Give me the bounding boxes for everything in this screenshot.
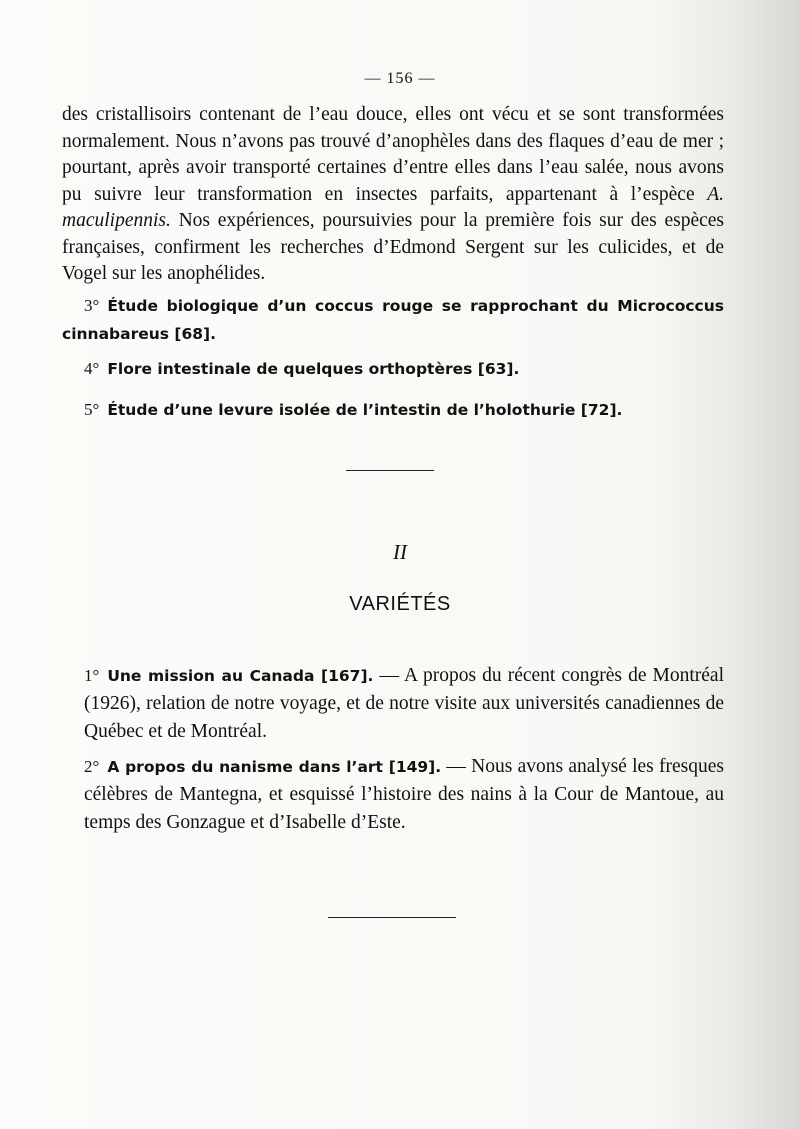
list-item-3	[62, 292, 724, 348]
list-item-4	[62, 355, 724, 383]
section-divider-top	[346, 470, 434, 471]
section-title: VARIÉTÉS	[349, 593, 451, 615]
page-number: — 156 —	[364, 70, 436, 87]
variete-item-1	[84, 662, 724, 746]
item-title: Une mission au Canada [167].	[107, 667, 374, 685]
list-item-5	[62, 396, 724, 424]
intro-text-end: Nos expériences, poursuivies pour la première fois sur des espèces françaises, confirment les recherches d’Edmond Sergent sur les culicides, et de Vogel sur les anophélides.	[62, 210, 724, 284]
intro-paragraph	[62, 102, 724, 288]
section-numeral: II	[393, 540, 407, 564]
item-title: Étude biologique d’un coccus rouge se rapprochant du Micrococcus cinnabareus [68].	[62, 297, 724, 343]
item-title: A propos du nanisme dans l’art [149].	[107, 758, 442, 776]
item-number: 2°	[84, 757, 100, 776]
species-name: A. maculipennis.	[62, 183, 724, 231]
item-number: 5°	[84, 400, 100, 419]
item-text: — A propos du récent congrès de Montréal (1926), relation de notre voyage, et de notre visite aux universités canadiennes de Québec et de Montréal.	[84, 665, 724, 742]
section-divider-bottom	[328, 917, 456, 918]
intro-text-start: des cristallisoirs contenant de l’eau douce, elles ont vécu et se sont transformées normalement. Nous n’avons pas trouvé d’anophèles dans des flaques d’eau de mer ; pourtant, après avoir transporté certaines d’entre elles dans l’eau salée, nous avons pu suivre leur transformation en insectes parfaits, appartenant à l’espèce	[62, 104, 724, 205]
item-text: — Nous avons analysé les fresques célèbres de Mantegna, et esquissé l’histoire des nains à la Cour de Mantoue, au temps des Gonzague et d’Isabelle d’Este.	[84, 756, 724, 833]
item-title: Étude d’une levure isolée de l’intestin de l’holothurie [72].	[107, 401, 623, 419]
item-number: 4°	[84, 359, 100, 378]
variete-item-2	[84, 753, 724, 837]
item-number: 3°	[84, 296, 100, 315]
item-number: 1°	[84, 666, 100, 685]
item-title: Flore intestinale de quelques orthoptères [63].	[107, 360, 520, 378]
